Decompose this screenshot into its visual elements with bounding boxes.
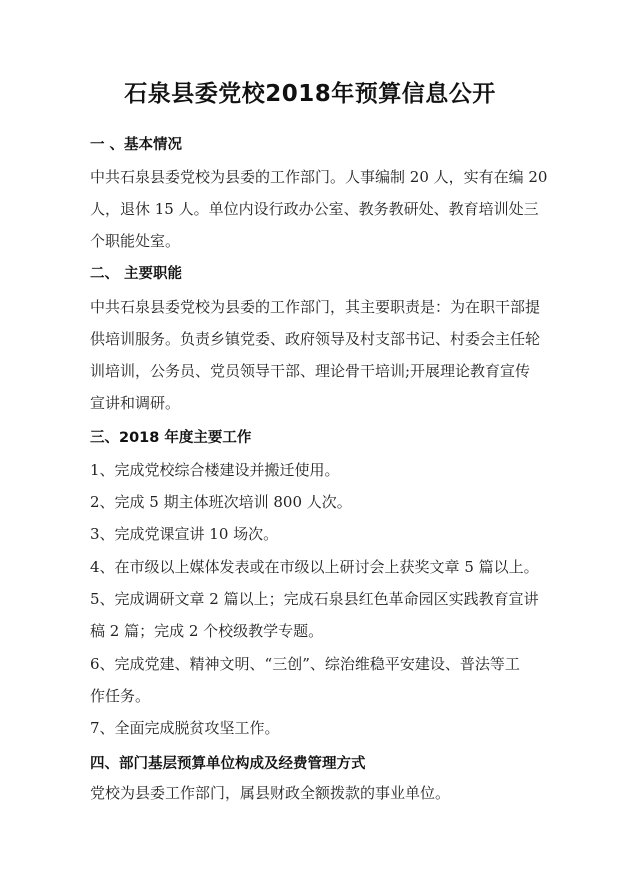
paragraph-line: 人，退休 15 人。单位内设行政办公室、教务教研处、教育培训处三 (90, 200, 539, 218)
section-heading-main-work-2018: 三、2018 年度主要工作 (90, 430, 252, 446)
list-item-line: 稿 2 篇；完成 2 个校级教学专题。 (90, 622, 324, 640)
list-item-line: 7、全面完成脱贫攻坚工作。 (90, 719, 280, 737)
section-heading-budget-units: 四、部门基层预算单位构成及经费管理方式 (90, 756, 366, 772)
list-item-line: 4、在市级以上媒体发表或在市级以上研讨会上获奖文章 5 篇以上。 (90, 558, 539, 576)
paragraph-line: 个职能处室。 (90, 232, 181, 250)
paragraph-line: 供培训服务。负责乡镇党委、政府领导及村支部书记、村委会主任轮 (90, 330, 541, 348)
list-item-line: 6、完成党建、精神文明、“三创”、综治维稳平安建设、普法等工 (90, 655, 520, 673)
list-item-line: 作任务。 (90, 687, 151, 705)
paragraph-line: 训培训，公务员、党员领导干部、理论骨干培训;开展理论教育宣传 (90, 362, 531, 380)
paragraph-line: 宣讲和调研。 (90, 394, 181, 412)
paragraph-line: 党校为县委工作部门，属县财政全额拨款的事业单位。 (90, 784, 451, 802)
paragraph-line: 中共石泉县委党校为县委的工作部门，其主要职责是：为在职干部提 (90, 298, 541, 316)
list-item-line: 2、完成 5 期主体班次培训 800 人次。 (90, 493, 352, 511)
list-item-line: 5、完成调研文章 2 篇以上；完成石泉县红色革命园区实践教育宣讲 (90, 590, 539, 608)
list-item-line: 1、完成党校综合楼建设并搬迁使用。 (90, 461, 340, 479)
paragraph-line: 中共石泉县委党校为县委的工作部门。人事编制 20 人，实有在编 20 (90, 168, 548, 186)
section-heading-basic-info: 一 、基本情况 (90, 137, 183, 153)
list-item-line: 3、完成党课宣讲 10 场次。 (90, 525, 279, 543)
document-title: 石泉县委党校2018年预算信息公开 (124, 81, 496, 107)
section-heading-main-functions: 二、 主要职能 (90, 266, 183, 282)
